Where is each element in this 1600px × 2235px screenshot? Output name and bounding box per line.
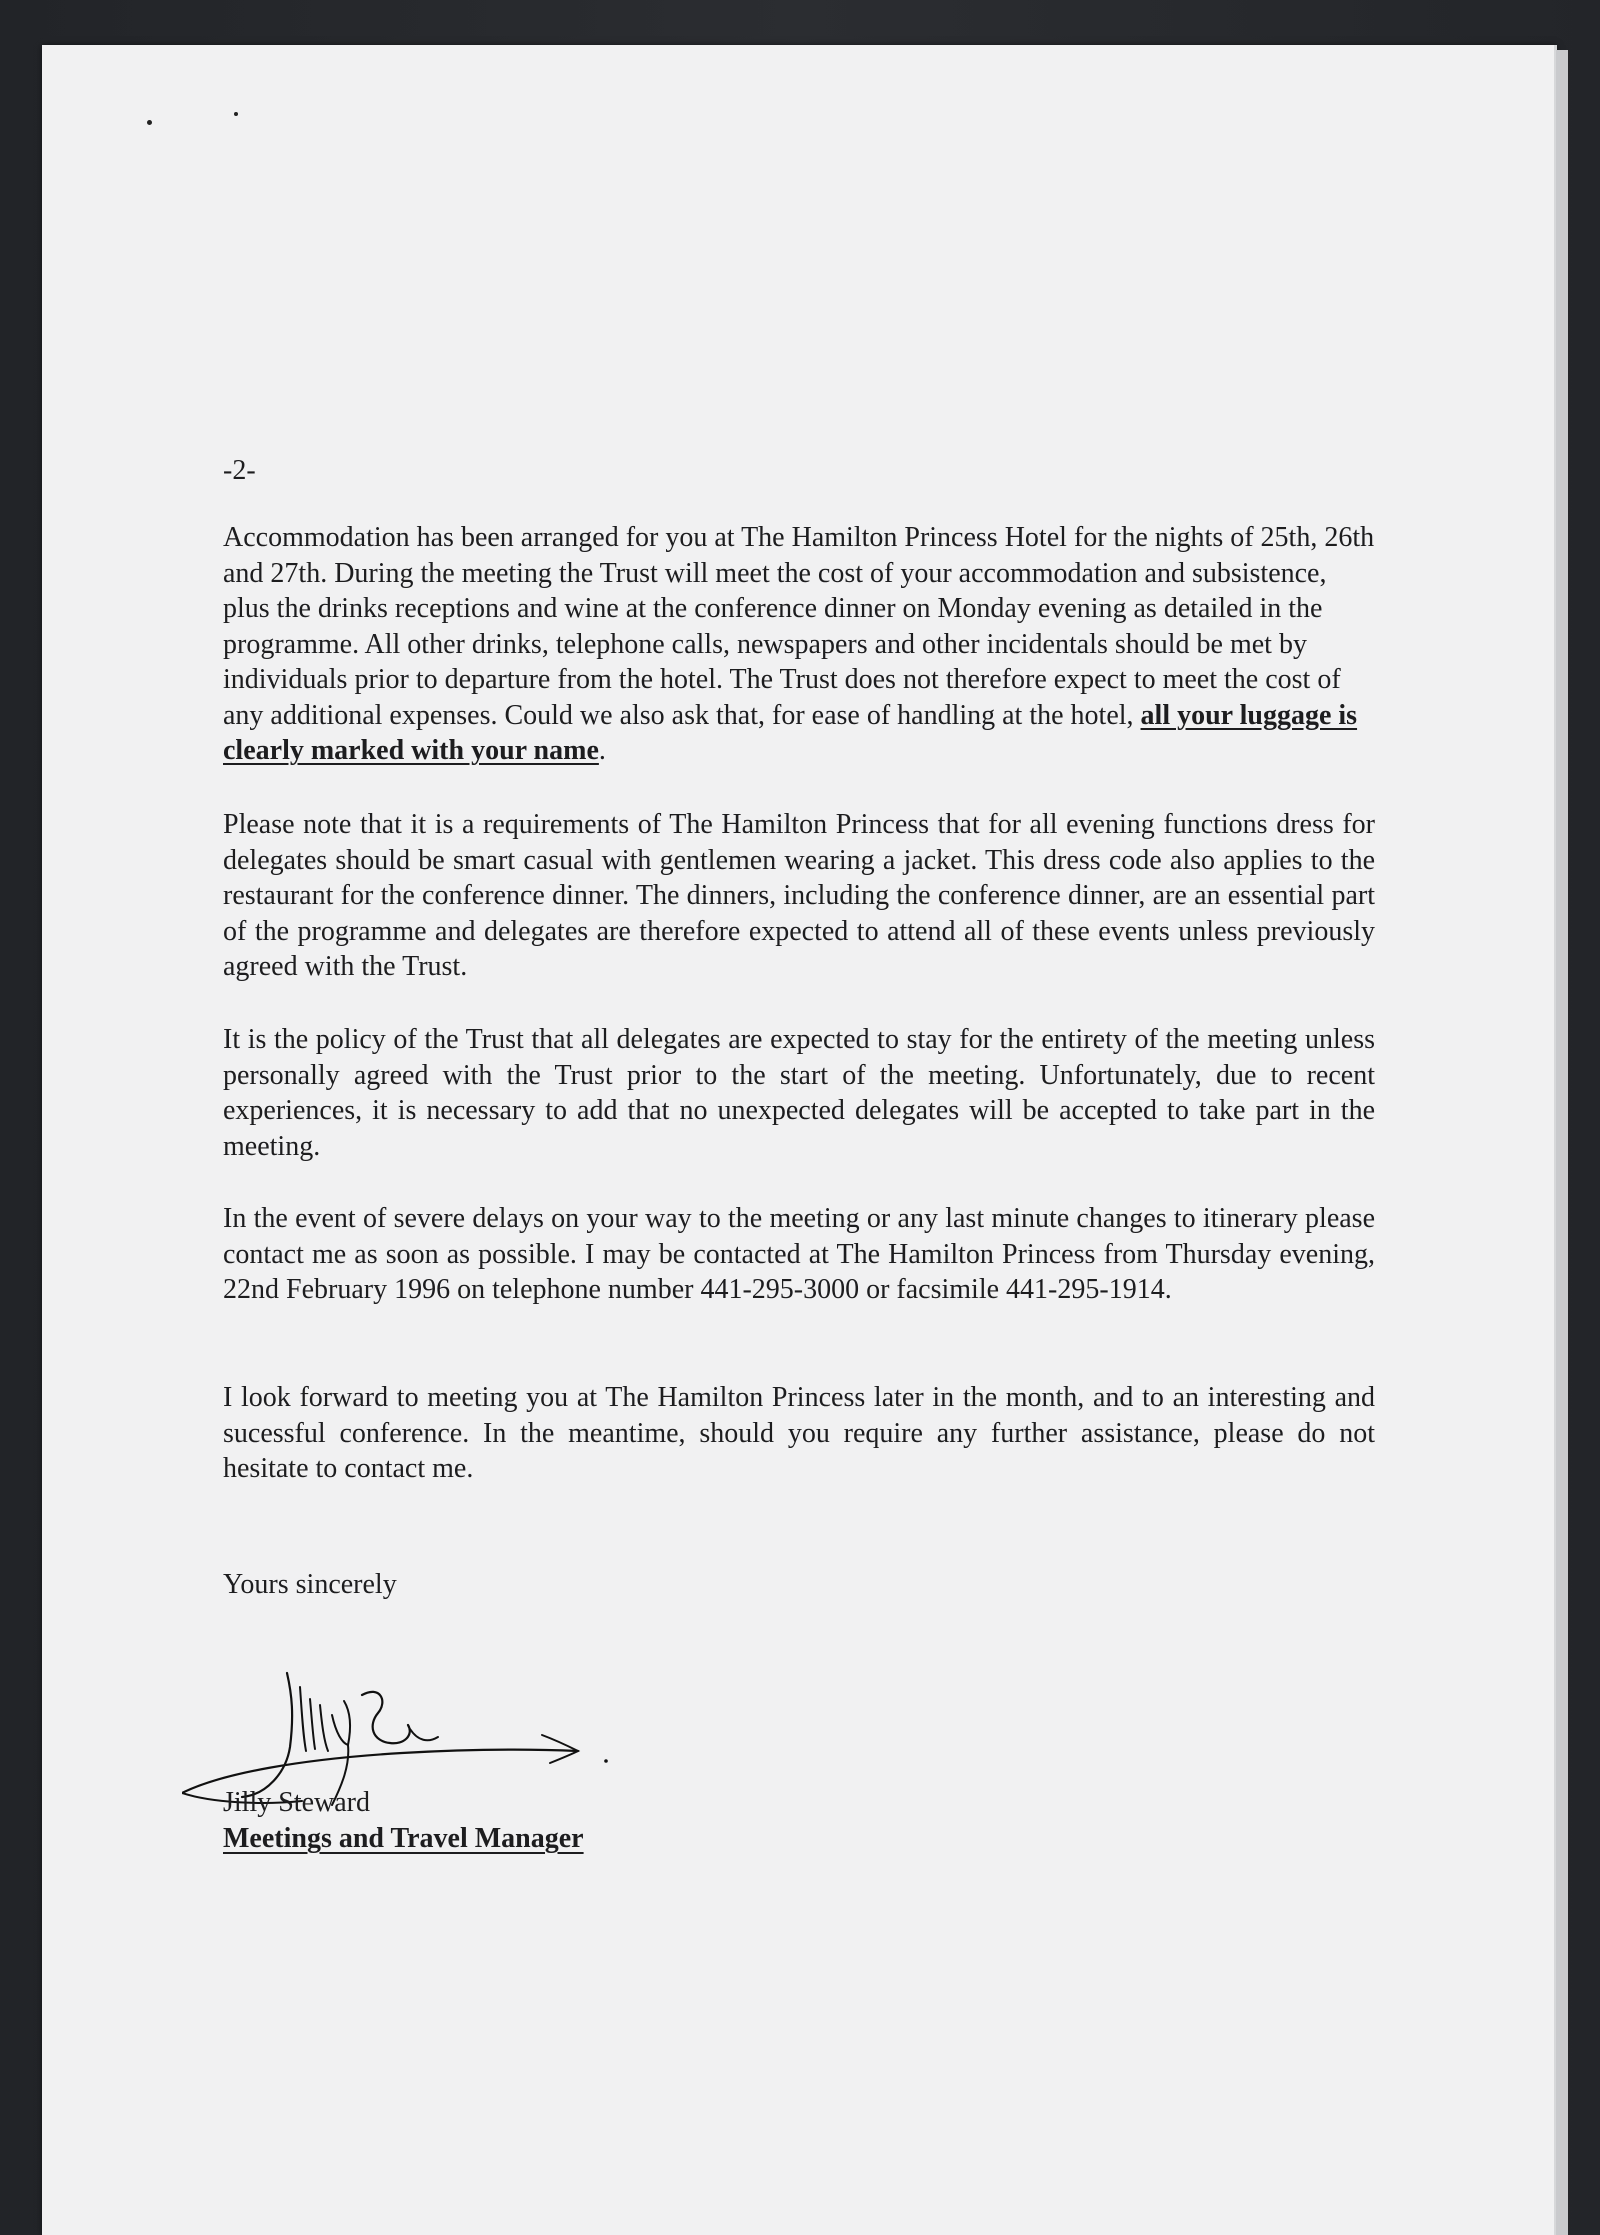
paragraph-dress-code: Please note that it is a requirements of The Hamilton Princess that for all evening functions dress for delegates should be smart casual with gentlemen wearing a jacket. This dress code also applies to the restaurant for the conference dinner. The dinners, including the conference dinner, are an essential part of the programme and delegates are therefore expected to attend all of these events unless previously agreed with the Trust. [223, 809, 1375, 982]
punch-mark-right [234, 112, 238, 116]
next-sheet-edge [1556, 50, 1568, 2235]
paragraph-accommodation-text: Accommodation has been arranged for you at The Hamilton Princess Hotel for the nights of 25th, 26th and 27th. During the meeting the Trust will meet the cost of your accommodation and subsistence, plus the drinks receptions and wine at the conference dinner on Monday evening as detailed in the programme. All other drinks, telephone calls, newspapers and other incidentals should be met by individuals prior to departure from the hotel. The Trust does not therefore expect to meet the cost of any additional expenses. Could we also ask that, for ease of handling at the hotel, [223, 522, 1375, 731]
signatory-name: Jilly Steward [223, 1787, 370, 1818]
signatory-title: Meetings and Travel Manager [223, 1823, 584, 1854]
luggage-notice: all your luggage is clearly marked with your name [223, 699, 1358, 766]
paragraph-accommodation-end: . [598, 735, 606, 766]
page-number: -2- [223, 455, 256, 486]
paragraph-accommodation [223, 520, 1375, 769]
paragraph-contact-details: In the event of severe delays on your way to the meeting or any last minute changes to itinerary please contact me as soon as possible. I may be contacted at The Hamilton Princess from Thursday evening, 22nd February 1996 on telephone number 441-295-3000 or facsimile 441-295-1914. [223, 1203, 1375, 1305]
paragraph-closing-remarks: I look forward to meeting you at The Hamilton Princess later in the month, and to an interesting and sucessful conference. In the meantime, should you require any further assistance, please do not hesitate to contact me. [223, 1382, 1375, 1484]
letter-page [42, 45, 1557, 2235]
punch-mark-left [147, 120, 152, 125]
valediction: Yours sincerely [223, 1569, 397, 1600]
paragraph-attendance-policy: It is the policy of the Trust that all delegates are expected to stay for the entirety of the meeting unless personally agreed with the Trust prior to the start of the meeting. Unfortunately, due to recent experiences, it is necessary to add that no unexpected delegates will be accepted to take part in the meeting. [223, 1024, 1375, 1162]
